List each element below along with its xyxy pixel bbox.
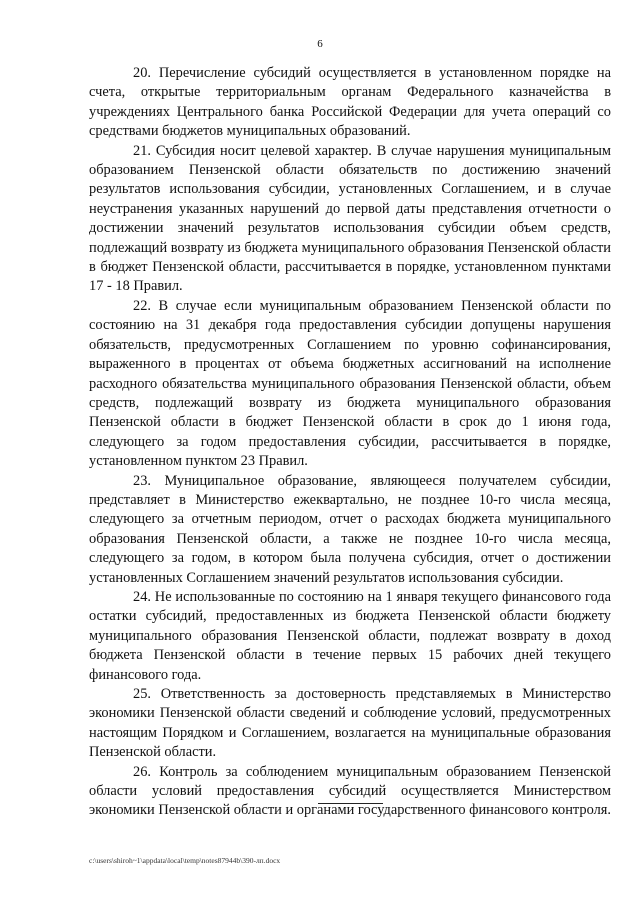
end-separator-line — [318, 803, 383, 804]
paragraph-24: 24. Не использованные по состоянию на 1 января текущего финансового года остатки субсидий, предоставленных из бюджета Пензенской области бюджету муниципального образования Пензенской области, подлежат возврату в доход бюджета Пензенской области в течение первых 15 рабочих дней текущего финансового года. — [89, 588, 611, 683]
paragraph-23: 23. Муниципальное образование, являющееся получателем субсидии, представляет в Министерство ежеквартально, не позднее 10-го числа месяца, следующего за отчетным периодом, отчет о расходах бюджета муниципального образования Пензенской области, а также не позднее 10-го числа месяца, следующего за годом, в котором была получена субсидия, отчет о достижении установленных Соглашением значений результатов использования субсидии. — [89, 472, 611, 586]
page-number: 6 — [317, 38, 323, 50]
paragraph-26: 26. Контроль за соблюдением муниципальным образованием Пензенской области условий предоставления субсидий осуществляется Министерством экономики Пензенской области и органами государственного финансового контроля. — [89, 763, 611, 819]
footer-file-path: c:\users\shiroh~1\appdata\local\temp\notes87944b\390-лп.docx — [89, 856, 281, 865]
document-body — [89, 64, 611, 821]
paragraph-25: 25. Ответственность за достоверность представляемых в Министерство экономики Пензенской области сведений и соблюдение условий, предусмотренных настоящим Порядком и Соглашением, возлагается на муниципальные образования Пензенской области. — [89, 686, 611, 761]
paragraph-21: 21. Субсидия носит целевой характер. В случае нарушения муниципальным образованием Пензенской области обязательств по достижению значений результатов использования субсидии, установленных Соглашением, и в случае неустранения указанных нарушений до первой даты представления отчетности о достижении значений результатов использования субсидии объем средств, подлежащий возврату из бюджета муниципального образования Пензенской области в бюджет Пензенской области, рассчитывается в порядке, установленном пунктами 17 - 18 Правил. — [89, 142, 611, 295]
paragraph-20: 20. Перечисление субсидий осуществляется в установленном порядке на счета, открытые территориальным органам Федерального казначейства в учреждениях Центрального банка Российской Федерации для учета операций со средствами бюджетов муниципальных образований. — [89, 65, 611, 140]
paragraph-22: 22. В случае если муниципальным образованием Пензенской области по состоянию на 31 декабря года предоставления субсидии допущены нарушения обязательств, предусмотренных Соглашением по уровню софинансирования, выраженного в процентах от объема бюджетных ассигнований на исполнение расходного обязательства муниципального образования Пензенской области, объем средств, подлежащий возврату из бюджета муниципального образования Пензенской области в бюджет Пензенской области в срок до 1 июня года, следующего за годом предоставления субсидии, рассчитывается в порядке, установленном пунктом 23 Правил. — [89, 297, 611, 470]
